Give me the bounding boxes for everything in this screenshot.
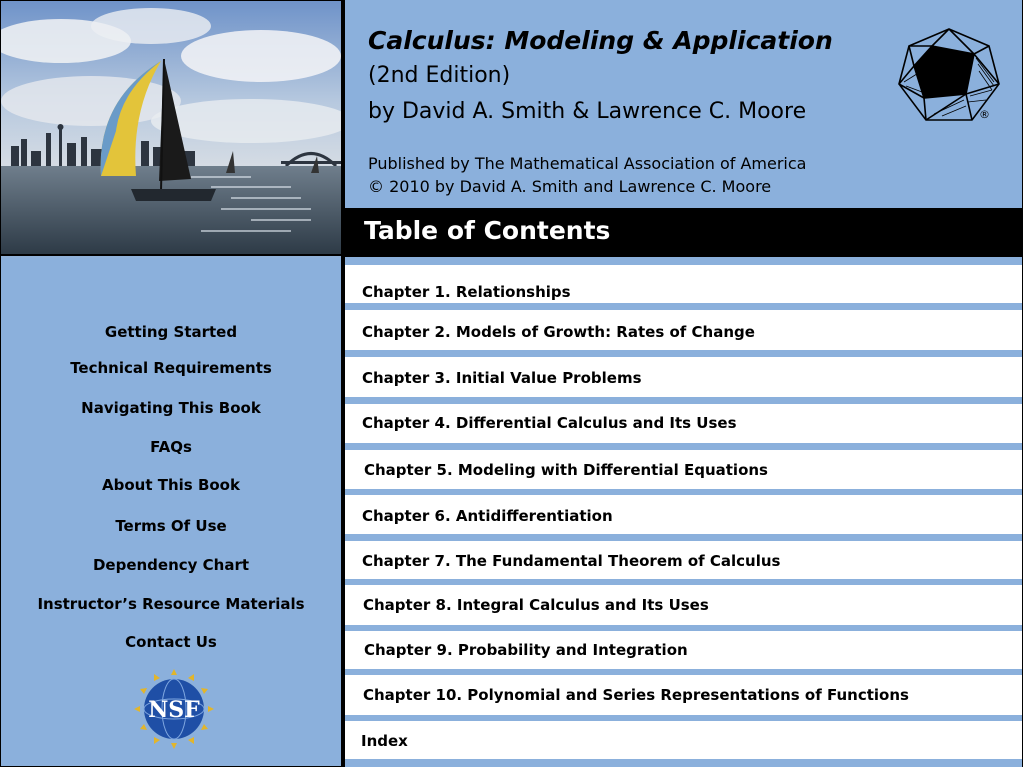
chapter-label: Chapter 3. Initial Value Problems (362, 369, 642, 387)
nav-instructors-resource-materials[interactable]: Instructor’s Resource Materials (37, 595, 305, 613)
chapter-row-9[interactable] (345, 631, 1022, 669)
publisher-line: Published by The Mathematical Association of America (368, 154, 807, 173)
chapter-label: Chapter 6. Antidifferentiation (362, 507, 613, 525)
chapter-row-index[interactable] (345, 721, 1022, 759)
chapter-row-6[interactable] (345, 495, 1022, 534)
chapter-row-2[interactable] (345, 310, 1022, 350)
nav-technical-requirements[interactable]: Technical Requirements (70, 359, 272, 377)
sailboat-harbor-photo (1, 1, 341, 256)
chapter-row-5[interactable] (345, 450, 1022, 489)
chapter-row-3[interactable] (345, 357, 1022, 397)
nav-about-this-book[interactable]: About This Book (102, 476, 240, 494)
chapter-label: Chapter 10. Polynomial and Series Representations of Functions (363, 686, 909, 704)
chapter-row-4[interactable] (345, 404, 1022, 443)
toc-title: Table of Contents (364, 216, 611, 245)
nav-dependency-chart[interactable]: Dependency Chart (92, 556, 250, 574)
book-header (345, 0, 1022, 208)
chapter-label: Chapter 9. Probability and Integration (364, 641, 688, 659)
left-nav (1, 258, 341, 766)
chapter-label: Chapter 5. Modeling with Differential Equations (364, 461, 768, 479)
book-edition: (2nd Edition) (368, 63, 511, 88)
toc-bar (345, 208, 1022, 257)
nsf-logo-icon[interactable] (134, 669, 214, 749)
book-authors: by David A. Smith & Lawrence C. Moore (368, 99, 807, 124)
registered-mark: ® (979, 108, 990, 121)
chapter-label: Chapter 7. The Fundamental Theorem of Calculus (362, 552, 781, 570)
chapter-row-1[interactable] (345, 265, 1022, 303)
nav-terms-of-use[interactable]: Terms Of Use (115, 517, 227, 535)
nav-faqs[interactable]: FAQs (150, 438, 192, 456)
nav-contact-us[interactable]: Contact Us (125, 633, 217, 651)
chapter-row-8[interactable] (345, 585, 1022, 625)
chapter-label: Chapter 4. Differential Calculus and Its Uses (362, 414, 737, 432)
chapter-row-10[interactable] (345, 675, 1022, 715)
nav-getting-started[interactable]: Getting Started (104, 323, 238, 341)
nsf-logo-text: NSF (148, 697, 200, 723)
chapter-label: Index (361, 732, 408, 750)
chapter-label: Chapter 2. Models of Growth: Rates of Change (362, 323, 755, 341)
chapter-label: Chapter 1. Relationships (362, 283, 571, 301)
nav-navigating-this-book[interactable]: Navigating This Book (81, 399, 261, 417)
chapter-label: Chapter 8. Integral Calculus and Its Uses (363, 596, 709, 614)
chapter-row-7[interactable] (345, 541, 1022, 579)
book-title: Calculus: Modeling & Application (368, 26, 833, 55)
chapter-list (345, 257, 1022, 767)
copyright-line: © 2010 by David A. Smith and Lawrence C. Moore (368, 177, 772, 196)
